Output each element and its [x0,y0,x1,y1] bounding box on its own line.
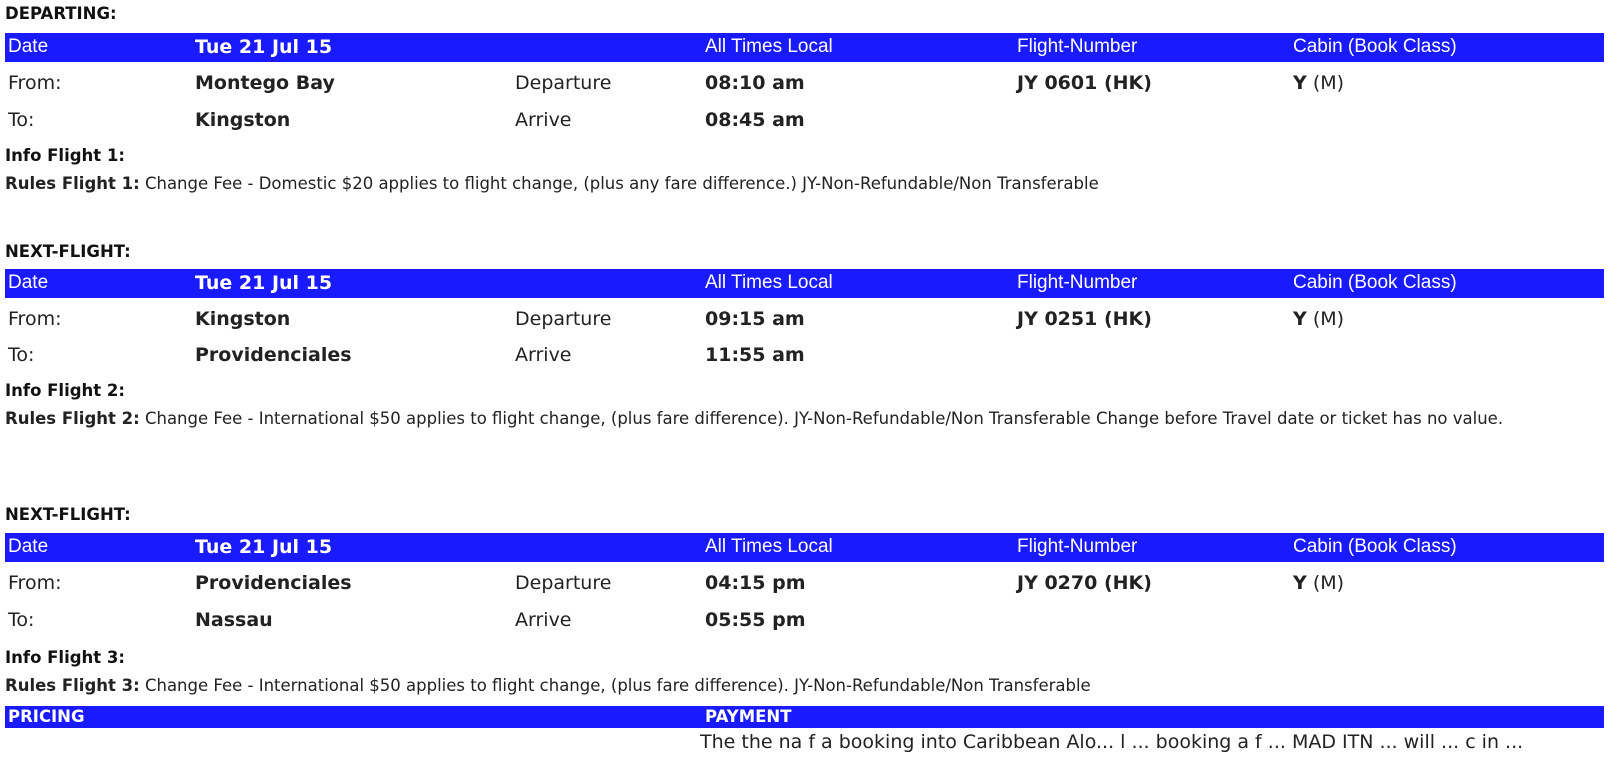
flight-date: Tue 21 Jul 15 [195,36,333,58]
cabin-class: Y (M) [1293,308,1345,330]
arrive-label: Arrive [515,609,572,631]
from-city: Providenciales [195,572,352,594]
to-row [5,607,1604,637]
arrive-label: Arrive [515,344,572,366]
header-cabin-label: Cabin (Book Class) [1293,536,1457,557]
flight-number: JY 0601 (HK) [1017,72,1152,94]
cabin-class: Y (M) [1293,572,1345,594]
flight-date: Tue 21 Jul 15 [195,272,333,294]
payment-label: PAYMENT [705,707,792,726]
from-label: From: [8,308,62,330]
arrival-time: 11:55 am [705,344,805,366]
departure-time: 09:15 am [705,308,805,330]
payment-note: The the na f a booking into Caribbean Alo... l ... booking a f ... MAD ITN ... will ... c in ... [700,731,1524,753]
header-times-label: All Times Local [705,272,833,293]
flight-date: Tue 21 Jul 15 [195,536,333,558]
arrival-time: 05:55 pm [705,609,806,631]
to-label: To: [8,344,35,366]
departure-time: 04:15 pm [705,572,806,594]
rules-flight: Rules Flight 1: Change Fee - Domestic $20 applies to flight change, (plus any fare difference.) JY-Non-Refundable/Non Transferable [5,174,1099,193]
section-title-next-flight: NEXT-FLIGHT: [5,242,131,261]
info-flight-label: Info Flight 1: [5,146,125,165]
info-flight-label: Info Flight 3: [5,648,125,667]
rules-flight: Rules Flight 2: Change Fee - International $50 applies to flight change, (plus fare difference). JY-Non-Refundable/Non Transferable Change before Travel date or ticket has no value. [5,409,1504,428]
from-city: Montego Bay [195,72,335,94]
section-title-departing: DEPARTING: [5,4,117,23]
flight-header-bar-3 [5,533,1604,562]
to-city: Kingston [195,109,291,131]
arrival-time: 08:45 am [705,109,805,131]
from-label: From: [8,72,62,94]
pricing-label: PRICING [8,707,85,726]
departure-time: 08:10 am [705,72,805,94]
section-title-next-flight: NEXT-FLIGHT: [5,505,131,524]
header-flight-number-label: Flight-Number [1017,36,1138,57]
header-date-label: Date [8,272,49,293]
from-label: From: [8,572,62,594]
departure-label: Departure [515,572,612,594]
info-flight-label: Info Flight 2: [5,381,125,400]
rules-flight: Rules Flight 3: Change Fee - International $50 applies to flight change, (plus fare difference). JY-Non-Refundable/Non Transferable [5,676,1091,695]
header-flight-number-label: Flight-Number [1017,272,1138,293]
header-times-label: All Times Local [705,36,833,57]
departure-label: Departure [515,308,612,330]
flight-number: JY 0270 (HK) [1017,572,1152,594]
to-label: To: [8,609,35,631]
header-date-label: Date [8,36,49,57]
header-date-label: Date [8,536,49,557]
from-city: Kingston [195,308,291,330]
flight-number: JY 0251 (HK) [1017,308,1152,330]
from-row [5,70,1604,100]
cabin-class: Y (M) [1293,72,1345,94]
header-times-label: All Times Local [705,536,833,557]
flight-header-bar-2 [5,269,1604,298]
to-label: To: [8,109,35,131]
from-row [5,570,1604,600]
arrive-label: Arrive [515,109,572,131]
flight-header-bar-1 [5,33,1604,62]
to-city: Nassau [195,609,273,631]
header-flight-number-label: Flight-Number [1017,536,1138,557]
departure-label: Departure [515,72,612,94]
from-row [5,306,1604,336]
header-cabin-label: Cabin (Book Class) [1293,36,1457,57]
pricing-payment-bar [5,706,1604,728]
header-cabin-label: Cabin (Book Class) [1293,272,1457,293]
to-row [5,342,1604,372]
to-row [5,107,1604,137]
to-city: Providenciales [195,344,352,366]
